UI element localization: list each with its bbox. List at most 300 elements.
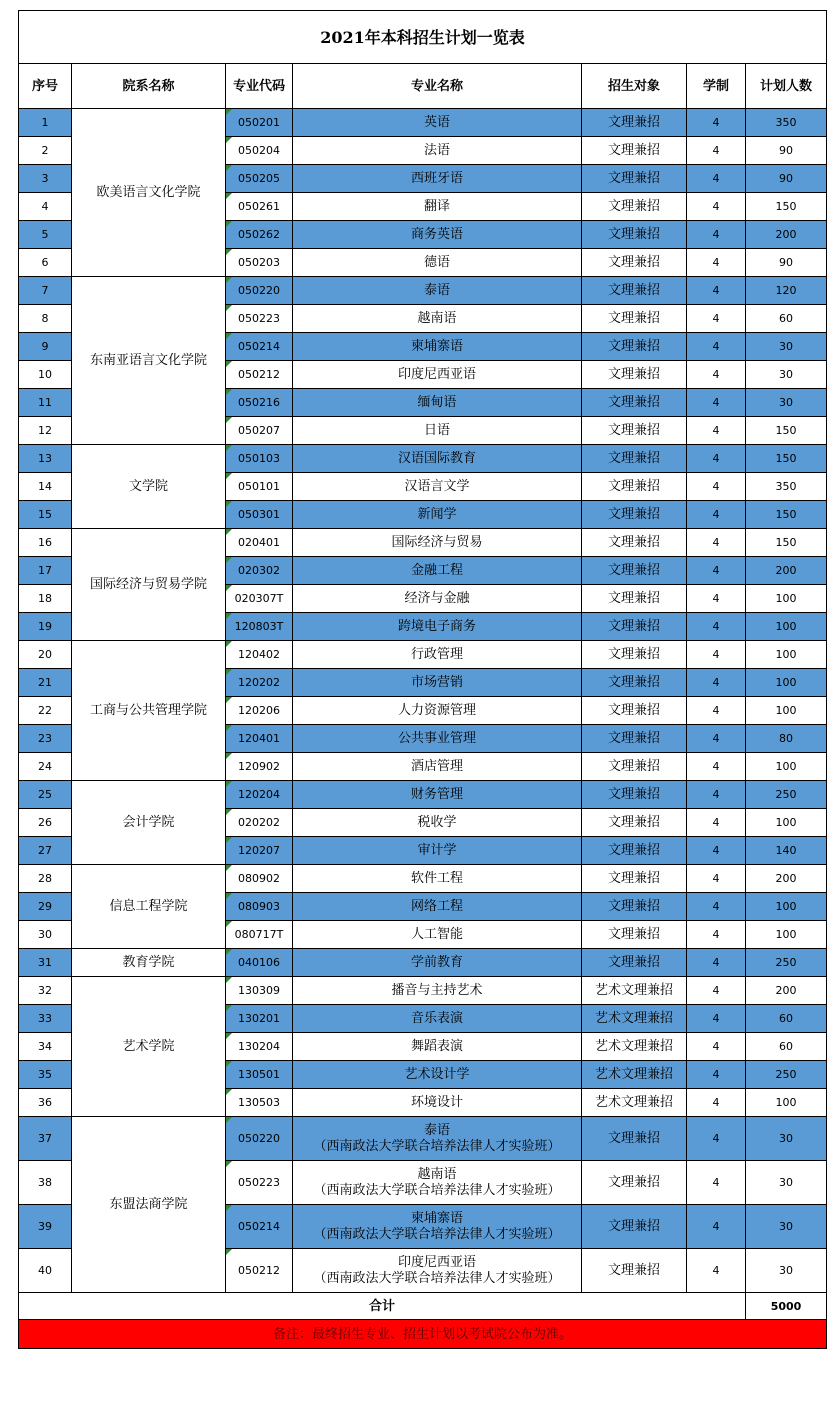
major-code-text: 050201 <box>238 116 280 129</box>
text-format-marker-icon <box>226 557 232 563</box>
plan-count-cell: 100 <box>746 921 827 949</box>
target-cell: 艺术文理兼招 <box>582 1061 687 1089</box>
plan-count-cell: 90 <box>746 165 827 193</box>
text-format-marker-icon <box>226 333 232 339</box>
text-format-marker-icon <box>226 613 232 619</box>
major-code-cell <box>226 1249 293 1293</box>
text-format-marker-icon <box>226 1089 232 1095</box>
target-cell: 文理兼招 <box>582 725 687 753</box>
row-number-cell: 13 <box>19 445 72 473</box>
major-code-cell <box>226 613 293 641</box>
major-code-cell <box>226 361 293 389</box>
years-cell: 4 <box>687 417 746 445</box>
header-cell: 学制 <box>687 64 746 109</box>
major-name-text: 印度尼西亚语 <box>397 366 476 382</box>
text-format-marker-icon <box>226 277 232 283</box>
enrollment-plan-sheet <box>18 10 826 1349</box>
row-number-cell: 30 <box>19 921 72 949</box>
major-name-cell <box>293 165 582 193</box>
major-code-cell <box>226 417 293 445</box>
text-format-marker-icon <box>226 585 232 591</box>
years-cell: 4 <box>687 193 746 221</box>
years-cell: 4 <box>687 137 746 165</box>
row-number-cell: 5 <box>19 221 72 249</box>
plan-count-cell: 140 <box>746 837 827 865</box>
plan-count-cell: 30 <box>746 1161 827 1205</box>
plan-count-cell: 30 <box>746 389 827 417</box>
major-name-text: 网络工程 <box>410 898 463 914</box>
text-format-marker-icon <box>226 1161 232 1167</box>
text-format-marker-icon <box>226 1205 232 1211</box>
major-code-cell <box>226 1117 293 1161</box>
table-row <box>19 445 827 473</box>
years-cell: 4 <box>687 473 746 501</box>
text-format-marker-icon <box>226 501 232 507</box>
major-code-text: 120202 <box>238 676 280 689</box>
major-code-text: 050220 <box>238 1132 280 1145</box>
target-cell: 文理兼招 <box>582 333 687 361</box>
target-cell: 文理兼招 <box>582 305 687 333</box>
plan-count-cell: 100 <box>746 585 827 613</box>
target-cell: 文理兼招 <box>582 445 687 473</box>
row-number-cell: 12 <box>19 417 72 445</box>
major-name-text: 印度尼西亚语 <box>397 1254 476 1270</box>
target-cell: 文理兼招 <box>582 277 687 305</box>
row-number-cell: 23 <box>19 725 72 753</box>
major-name-text: 柬埔寨语 <box>410 338 463 354</box>
plan-count-cell: 150 <box>746 417 827 445</box>
major-code-cell <box>226 865 293 893</box>
major-name-text: 播音与主持艺术 <box>391 982 483 998</box>
major-name-text: 音乐表演 <box>410 1010 463 1026</box>
major-name-text: 商务英语 <box>410 226 463 242</box>
major-name-text: 越南语 <box>417 310 457 326</box>
years-cell: 4 <box>687 249 746 277</box>
plan-count-cell: 100 <box>746 809 827 837</box>
major-code-cell <box>226 921 293 949</box>
plan-count-cell: 100 <box>746 641 827 669</box>
years-cell: 4 <box>687 1205 746 1249</box>
department-name-cell: 艺术学院 <box>72 977 226 1117</box>
plan-count-cell: 30 <box>746 333 827 361</box>
target-cell: 文理兼招 <box>582 109 687 137</box>
table-row <box>19 641 827 669</box>
text-format-marker-icon <box>226 249 232 255</box>
plan-count-cell: 200 <box>746 557 827 585</box>
table-row <box>19 977 827 1005</box>
major-code-text: 050103 <box>238 452 280 465</box>
years-cell: 4 <box>687 893 746 921</box>
major-name-text: 德语 <box>423 254 450 270</box>
target-cell: 文理兼招 <box>582 137 687 165</box>
major-name-cell <box>293 585 582 613</box>
major-name-text: 公共事业管理 <box>397 730 476 746</box>
major-code-cell <box>226 893 293 921</box>
years-cell: 4 <box>687 529 746 557</box>
target-cell: 文理兼招 <box>582 669 687 697</box>
major-name-cell <box>293 613 582 641</box>
plan-count-cell: 60 <box>746 1005 827 1033</box>
major-code-text: 020302 <box>238 564 280 577</box>
plan-count-cell: 150 <box>746 445 827 473</box>
major-name-cell <box>293 333 582 361</box>
plan-count-cell: 30 <box>746 361 827 389</box>
plan-count-cell: 150 <box>746 501 827 529</box>
row-number-cell: 14 <box>19 473 72 501</box>
plan-count-cell: 90 <box>746 137 827 165</box>
years-cell: 4 <box>687 333 746 361</box>
years-cell: 4 <box>687 1249 746 1293</box>
major-code-cell <box>226 249 293 277</box>
years-cell: 4 <box>687 949 746 977</box>
row-number-cell: 15 <box>19 501 72 529</box>
years-cell: 4 <box>687 1033 746 1061</box>
department-name-cell: 会计学院 <box>72 781 226 865</box>
major-name-text: 翻译 <box>423 198 450 214</box>
target-cell: 文理兼招 <box>582 1161 687 1205</box>
major-name-cell <box>293 277 582 305</box>
plan-count-cell: 100 <box>746 893 827 921</box>
major-name-text: 环境设计 <box>410 1094 463 1110</box>
major-name-cell <box>293 1161 582 1205</box>
text-format-marker-icon <box>226 529 232 535</box>
plan-count-cell: 350 <box>746 109 827 137</box>
total-value: 5000 <box>746 1293 827 1320</box>
plan-count-cell: 100 <box>746 753 827 781</box>
plan-count-cell: 250 <box>746 1061 827 1089</box>
department-name-cell: 信息工程学院 <box>72 865 226 949</box>
major-name-cell <box>293 1205 582 1249</box>
major-code-cell <box>226 1205 293 1249</box>
major-code-cell <box>226 809 293 837</box>
plan-count-cell: 250 <box>746 949 827 977</box>
major-name-cell <box>293 109 582 137</box>
header-cell: 计划人数 <box>746 64 827 109</box>
major-name-text: 柬埔寨语 <box>410 1210 463 1226</box>
major-name-text: 市场营销 <box>410 674 463 690</box>
row-number-cell: 33 <box>19 1005 72 1033</box>
years-cell: 4 <box>687 221 746 249</box>
major-name-cell <box>293 249 582 277</box>
text-format-marker-icon <box>226 1249 232 1255</box>
header-cell: 专业名称 <box>293 64 582 109</box>
plan-count-cell: 30 <box>746 1249 827 1293</box>
department-name-cell: 教育学院 <box>72 949 226 977</box>
major-name-text: 舞蹈表演 <box>410 1038 463 1054</box>
target-cell: 文理兼招 <box>582 1117 687 1161</box>
target-cell: 文理兼招 <box>582 641 687 669</box>
major-name-cell <box>293 921 582 949</box>
text-format-marker-icon <box>226 417 232 423</box>
row-number-cell: 2 <box>19 137 72 165</box>
table-row <box>19 865 827 893</box>
text-format-marker-icon <box>226 361 232 367</box>
major-name-cell <box>293 417 582 445</box>
major-name-cell <box>293 501 582 529</box>
major-code-text: 050101 <box>238 480 280 493</box>
plan-count-cell: 150 <box>746 529 827 557</box>
major-code-text: 050261 <box>238 200 280 213</box>
major-code-cell <box>226 473 293 501</box>
major-name-text: 新闻学 <box>417 506 457 522</box>
major-code-text: 120206 <box>238 704 280 717</box>
years-cell: 4 <box>687 921 746 949</box>
major-name-text: 日语 <box>423 422 450 438</box>
target-cell: 文理兼招 <box>582 557 687 585</box>
major-code-text: 120402 <box>238 648 280 661</box>
header-cell: 院系名称 <box>72 64 226 109</box>
major-code-cell <box>226 1161 293 1205</box>
row-number-cell: 25 <box>19 781 72 809</box>
major-name-text: 人力资源管理 <box>397 702 476 718</box>
major-note-text: （西南政法大学联合培养法律人才实验班） <box>313 1182 561 1198</box>
major-name-text: 酒店管理 <box>410 758 463 774</box>
text-format-marker-icon <box>226 1061 232 1067</box>
row-number-cell: 40 <box>19 1249 72 1293</box>
major-name-cell <box>293 893 582 921</box>
major-code-cell <box>226 949 293 977</box>
row-number-cell: 39 <box>19 1205 72 1249</box>
text-format-marker-icon <box>226 473 232 479</box>
years-cell: 4 <box>687 165 746 193</box>
header-cell: 专业代码 <box>226 64 293 109</box>
row-number-cell: 36 <box>19 1089 72 1117</box>
text-format-marker-icon <box>226 725 232 731</box>
table-title: 2021年本科招生计划一览表 <box>19 11 827 64</box>
major-code-cell <box>226 529 293 557</box>
row-number-cell: 6 <box>19 249 72 277</box>
row-number-cell: 8 <box>19 305 72 333</box>
plan-count-cell: 60 <box>746 305 827 333</box>
major-code-text: 050212 <box>238 1264 280 1277</box>
department-name-cell: 国际经济与贸易学院 <box>72 529 226 641</box>
major-note-text: （西南政法大学联合培养法律人才实验班） <box>313 1270 561 1286</box>
major-name-cell <box>293 949 582 977</box>
years-cell: 4 <box>687 1161 746 1205</box>
text-format-marker-icon <box>226 865 232 871</box>
years-cell: 4 <box>687 445 746 473</box>
plan-count-cell: 100 <box>746 697 827 725</box>
target-cell: 文理兼招 <box>582 417 687 445</box>
row-number-cell: 3 <box>19 165 72 193</box>
major-name-cell <box>293 725 582 753</box>
major-name-text: 国际经济与贸易 <box>391 534 483 550</box>
target-cell: 文理兼招 <box>582 221 687 249</box>
department-name-cell: 文学院 <box>72 445 226 529</box>
department-name-cell: 欧美语言文化学院 <box>72 109 226 277</box>
major-name-cell <box>293 193 582 221</box>
major-name-text: 艺术设计学 <box>404 1066 470 1082</box>
major-code-text: 050262 <box>238 228 280 241</box>
major-code-text: 050203 <box>238 256 280 269</box>
major-name-text: 缅甸语 <box>417 394 457 410</box>
row-number-cell: 28 <box>19 865 72 893</box>
plan-count-cell: 90 <box>746 249 827 277</box>
years-cell: 4 <box>687 361 746 389</box>
major-name-text: 行政管理 <box>410 646 463 662</box>
major-name-text: 学前教育 <box>410 954 463 970</box>
major-code-cell <box>226 389 293 417</box>
major-code-text: 040106 <box>238 956 280 969</box>
text-format-marker-icon <box>226 193 232 199</box>
plan-count-cell: 200 <box>746 865 827 893</box>
years-cell: 4 <box>687 501 746 529</box>
target-cell: 文理兼招 <box>582 949 687 977</box>
major-code-cell <box>226 333 293 361</box>
total-label: 合计 <box>19 1293 746 1320</box>
target-cell: 文理兼招 <box>582 865 687 893</box>
major-name-cell <box>293 1061 582 1089</box>
row-number-cell: 34 <box>19 1033 72 1061</box>
major-name-text: 泰语 <box>423 1122 450 1138</box>
table-row <box>19 277 827 305</box>
major-code-text: 050301 <box>238 508 280 521</box>
row-number-cell: 38 <box>19 1161 72 1205</box>
row-number-cell: 11 <box>19 389 72 417</box>
text-format-marker-icon <box>226 137 232 143</box>
text-format-marker-icon <box>226 893 232 899</box>
plan-count-cell: 200 <box>746 977 827 1005</box>
plan-count-cell: 120 <box>746 277 827 305</box>
row-number-cell: 10 <box>19 361 72 389</box>
major-name-cell <box>293 389 582 417</box>
text-format-marker-icon <box>226 669 232 675</box>
major-name-cell <box>293 305 582 333</box>
target-cell: 文理兼招 <box>582 1249 687 1293</box>
major-code-cell <box>226 137 293 165</box>
row-number-cell: 35 <box>19 1061 72 1089</box>
years-cell: 4 <box>687 277 746 305</box>
text-format-marker-icon <box>226 781 232 787</box>
row-number-cell: 7 <box>19 277 72 305</box>
text-format-marker-icon <box>226 949 232 955</box>
major-code-cell <box>226 193 293 221</box>
major-code-text: 050207 <box>238 424 280 437</box>
major-code-text: 120803T <box>234 620 284 633</box>
plan-count-cell: 80 <box>746 725 827 753</box>
department-name-cell: 东南亚语言文化学院 <box>72 277 226 445</box>
table-row <box>19 109 827 137</box>
plan-count-cell: 30 <box>746 1205 827 1249</box>
enrollment-plan-table <box>18 10 827 1349</box>
major-name-cell <box>293 137 582 165</box>
major-code-cell <box>226 641 293 669</box>
major-name-cell <box>293 1117 582 1161</box>
row-number-cell: 9 <box>19 333 72 361</box>
major-code-text: 020401 <box>238 536 280 549</box>
target-cell: 文理兼招 <box>582 781 687 809</box>
major-code-text: 130201 <box>238 1012 280 1025</box>
text-format-marker-icon <box>226 445 232 451</box>
major-name-text: 汉语国际教育 <box>397 450 476 466</box>
major-name-cell <box>293 753 582 781</box>
target-cell: 文理兼招 <box>582 249 687 277</box>
years-cell: 4 <box>687 669 746 697</box>
major-code-cell <box>226 1005 293 1033</box>
major-name-text: 税收学 <box>417 814 457 830</box>
years-cell: 4 <box>687 641 746 669</box>
target-cell: 文理兼招 <box>582 837 687 865</box>
target-cell: 艺术文理兼招 <box>582 1033 687 1061</box>
row-number-cell: 24 <box>19 753 72 781</box>
major-name-cell <box>293 1089 582 1117</box>
years-cell: 4 <box>687 809 746 837</box>
table-row <box>19 1117 827 1161</box>
years-cell: 4 <box>687 865 746 893</box>
major-name-text: 跨境电子商务 <box>397 618 476 634</box>
text-format-marker-icon <box>226 977 232 983</box>
row-number-cell: 19 <box>19 613 72 641</box>
text-format-marker-icon <box>226 1005 232 1011</box>
text-format-marker-icon <box>226 641 232 647</box>
note-row <box>19 1320 827 1349</box>
target-cell: 艺术文理兼招 <box>582 1005 687 1033</box>
major-code-text: 020307T <box>234 592 284 605</box>
target-cell: 文理兼招 <box>582 753 687 781</box>
major-code-cell <box>226 557 293 585</box>
major-name-cell <box>293 865 582 893</box>
text-format-marker-icon <box>226 753 232 759</box>
department-name-cell: 工商与公共管理学院 <box>72 641 226 781</box>
years-cell: 4 <box>687 1089 746 1117</box>
major-code-cell <box>226 669 293 697</box>
row-number-cell: 4 <box>19 193 72 221</box>
target-cell: 文理兼招 <box>582 473 687 501</box>
target-cell: 艺术文理兼招 <box>582 1089 687 1117</box>
table-row <box>19 949 827 977</box>
major-code-cell <box>226 781 293 809</box>
target-cell: 文理兼招 <box>582 809 687 837</box>
major-code-text: 050214 <box>238 340 280 353</box>
major-code-cell <box>226 753 293 781</box>
years-cell: 4 <box>687 725 746 753</box>
major-code-cell <box>226 221 293 249</box>
text-format-marker-icon <box>226 697 232 703</box>
major-name-text: 汉语言文学 <box>404 478 470 494</box>
row-number-cell: 27 <box>19 837 72 865</box>
major-name-cell <box>293 445 582 473</box>
note-text: 备注：最终招生专业、招生计划以考试院公布为准。 <box>19 1320 827 1349</box>
row-number-cell: 26 <box>19 809 72 837</box>
plan-count-cell: 100 <box>746 1089 827 1117</box>
major-code-cell <box>226 977 293 1005</box>
years-cell: 4 <box>687 753 746 781</box>
major-code-cell <box>226 445 293 473</box>
text-format-marker-icon <box>226 837 232 843</box>
major-code-text: 120204 <box>238 788 280 801</box>
target-cell: 文理兼招 <box>582 361 687 389</box>
major-name-cell <box>293 669 582 697</box>
major-note-text: （西南政法大学联合培养法律人才实验班） <box>313 1226 561 1242</box>
plan-count-cell: 100 <box>746 613 827 641</box>
department-name-cell: 东盟法商学院 <box>72 1117 226 1293</box>
years-cell: 4 <box>687 1117 746 1161</box>
major-name-text: 西班牙语 <box>410 170 463 186</box>
major-code-cell <box>226 837 293 865</box>
plan-count-cell: 30 <box>746 1117 827 1161</box>
plan-count-cell: 150 <box>746 193 827 221</box>
header-cell: 招生对象 <box>582 64 687 109</box>
major-code-cell <box>226 1061 293 1089</box>
text-format-marker-icon <box>226 921 232 927</box>
major-code-text: 050205 <box>238 172 280 185</box>
major-code-text: 050220 <box>238 284 280 297</box>
row-number-cell: 20 <box>19 641 72 669</box>
row-number-cell: 31 <box>19 949 72 977</box>
major-name-cell <box>293 809 582 837</box>
target-cell: 文理兼招 <box>582 585 687 613</box>
text-format-marker-icon <box>226 389 232 395</box>
